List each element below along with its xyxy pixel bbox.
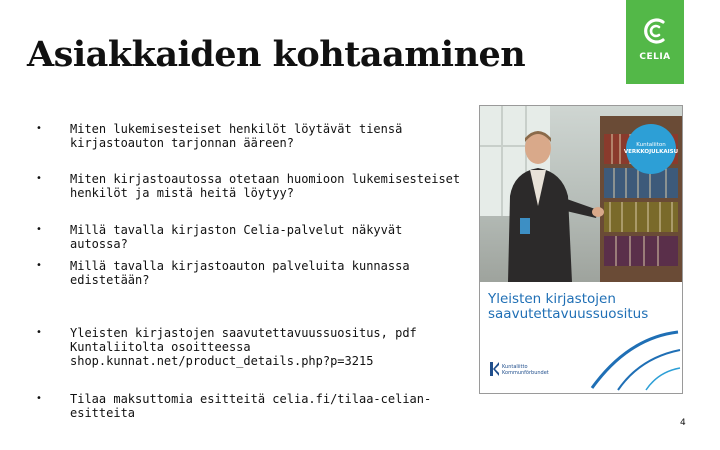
cover-title-line1: Yleisten kirjastojen bbox=[488, 291, 616, 307]
publisher-name bbox=[502, 364, 549, 376]
celia-logo bbox=[626, 0, 684, 84]
bullet-symbol: • bbox=[36, 173, 42, 184]
bullet-text: Millä tavalla kirjaston Celia-palvelut näkyvät autossa? bbox=[70, 223, 403, 251]
publication-cover bbox=[479, 105, 683, 394]
bullet-symbol: • bbox=[36, 327, 42, 338]
list-item bbox=[36, 326, 466, 368]
swoosh-graphic bbox=[588, 328, 682, 392]
bullet-symbol: • bbox=[36, 224, 42, 235]
bullet-symbol: • bbox=[36, 393, 42, 404]
list-item bbox=[36, 122, 466, 150]
bullet-text: Millä tavalla kirjastoauton palveluita kunnassa edistetään? bbox=[70, 259, 410, 287]
publisher-line2: Kommunförbundet bbox=[502, 370, 549, 376]
list-item bbox=[36, 259, 466, 287]
badge-line2: VERKKOJULKAISU bbox=[623, 149, 679, 155]
logo-text: CELIA bbox=[639, 52, 671, 62]
bullet-text: Yleisten kirjastojen saavutettavuussuositus, pdf Kuntaliitolta osoitteessa shop.kunnat.net/product_details.php?p=3215 bbox=[70, 326, 417, 368]
cover-title bbox=[488, 292, 678, 322]
bullet-text: Tilaa maksuttomia esitteitä celia.fi/tilaa-celian-esitteita bbox=[70, 392, 432, 420]
celia-logo-icon bbox=[641, 16, 669, 46]
cover-title-line2: saavutettavuussuositus bbox=[488, 306, 649, 322]
kuntaliitto-logo-icon bbox=[490, 362, 499, 376]
publisher-line1: Kuntaliitto bbox=[502, 364, 528, 370]
bullet-text: Miten kirjastoautossa otetaan huomioon lukemisesteiset henkilöt ja mistä heitä löytyy? bbox=[70, 172, 461, 200]
bullet-symbol: • bbox=[36, 260, 42, 271]
page-number: 4 bbox=[680, 418, 686, 428]
cover-photo bbox=[480, 106, 682, 282]
bullet-text: Miten lukemisesteiset henkilöt löytävät tiensä kirjastoauton tarjonnan ääreen? bbox=[70, 122, 403, 150]
list-item bbox=[36, 172, 466, 200]
list-item bbox=[36, 223, 466, 251]
bullet-symbol: • bbox=[36, 123, 42, 134]
publication-badge bbox=[623, 124, 679, 174]
list-item bbox=[36, 392, 466, 420]
badge-line1: Kuntaliiton bbox=[636, 142, 666, 148]
slide-title: Asiakkaiden kohtaaminen bbox=[27, 34, 526, 75]
